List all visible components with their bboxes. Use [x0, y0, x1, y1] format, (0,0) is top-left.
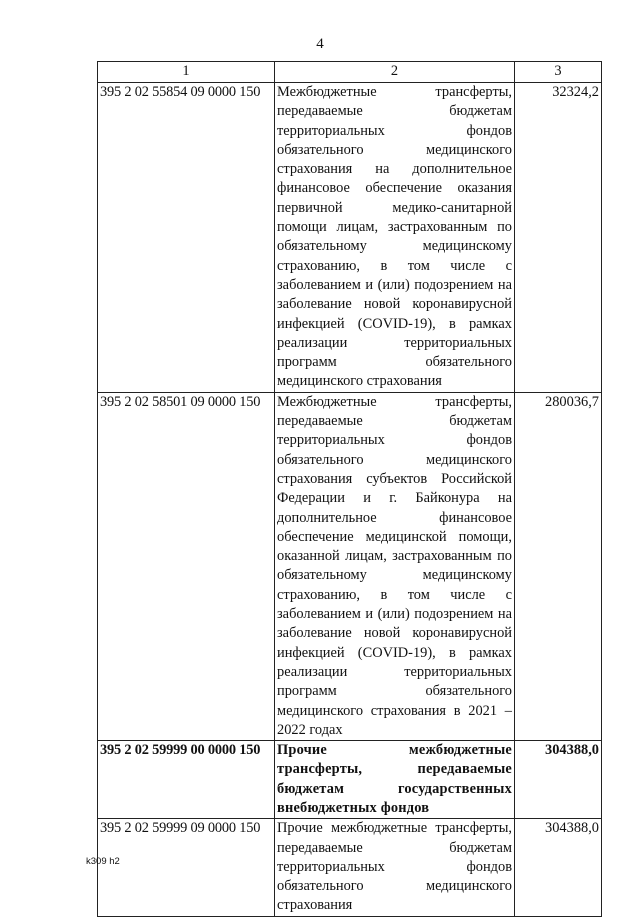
- description-cell: Прочие межбюджетные трансферты, передаваемые бюджетам государственных внебюджетных фондов: [275, 741, 515, 819]
- amount-cell: 304388,0: [515, 741, 602, 819]
- table-row-bold: [98, 741, 602, 819]
- table-header-row: [98, 62, 602, 83]
- page-number: 4: [316, 36, 324, 52]
- amount-cell: 280036,7: [515, 392, 602, 740]
- budget-table: [97, 61, 602, 917]
- amount-cell: 304388,0: [515, 819, 602, 916]
- budget-code-cell: 395 2 02 55854 09 0000 150: [98, 83, 275, 393]
- description-cell: Прочие межбюджетные трансферты, передаваемые бюджетам территориальных фондов обязательного медицинского страхования: [275, 819, 515, 916]
- table-row: [98, 392, 602, 740]
- column-header-code: 1: [98, 62, 275, 83]
- column-header-description: 2: [275, 62, 515, 83]
- budget-code-cell: 395 2 02 58501 09 0000 150: [98, 392, 275, 740]
- description-cell: Межбюджетные трансферты, передаваемые бюджетам территориальных фондов обязательного медицинского страхования субъектов Российской Федерации и г. Байконура на дополнительное финансовое обеспечение медицинской помощи, оказанной лицам, застрахованным по обязательному медицинскому страхованию, в том числе с заболеванием и (или) подозрением на заболевание новой коронавирусной инфекцией (COVID-19), в рамках реализации территориальных программ обязательного медицинского страхования в 2021 – 2022 годах: [275, 392, 515, 740]
- column-header-amount: 3: [515, 62, 602, 83]
- description-cell: Межбюджетные трансферты, передаваемые бюджетам территориальных фондов обязательного медицинского страхования на дополнительное финансовое обеспечение оказания первичной медико-санитарной помощи лицам, застрахованным по обязательному медицинскому страхованию, в том числе с заболеванием и (или) подозрением на заболевание новой коронавирусной инфекцией (COVID-19), в рамках реализации территориальных программ обязательного медицинского страхования: [275, 83, 515, 393]
- budget-code-cell: 395 2 02 59999 00 0000 150: [98, 741, 275, 819]
- footer-document-code: k309 h2: [86, 856, 120, 867]
- amount-cell: 32324,2: [515, 83, 602, 393]
- table-row: [98, 819, 602, 916]
- table-row: [98, 83, 602, 393]
- budget-code-cell: 395 2 02 59999 09 0000 150: [98, 819, 275, 916]
